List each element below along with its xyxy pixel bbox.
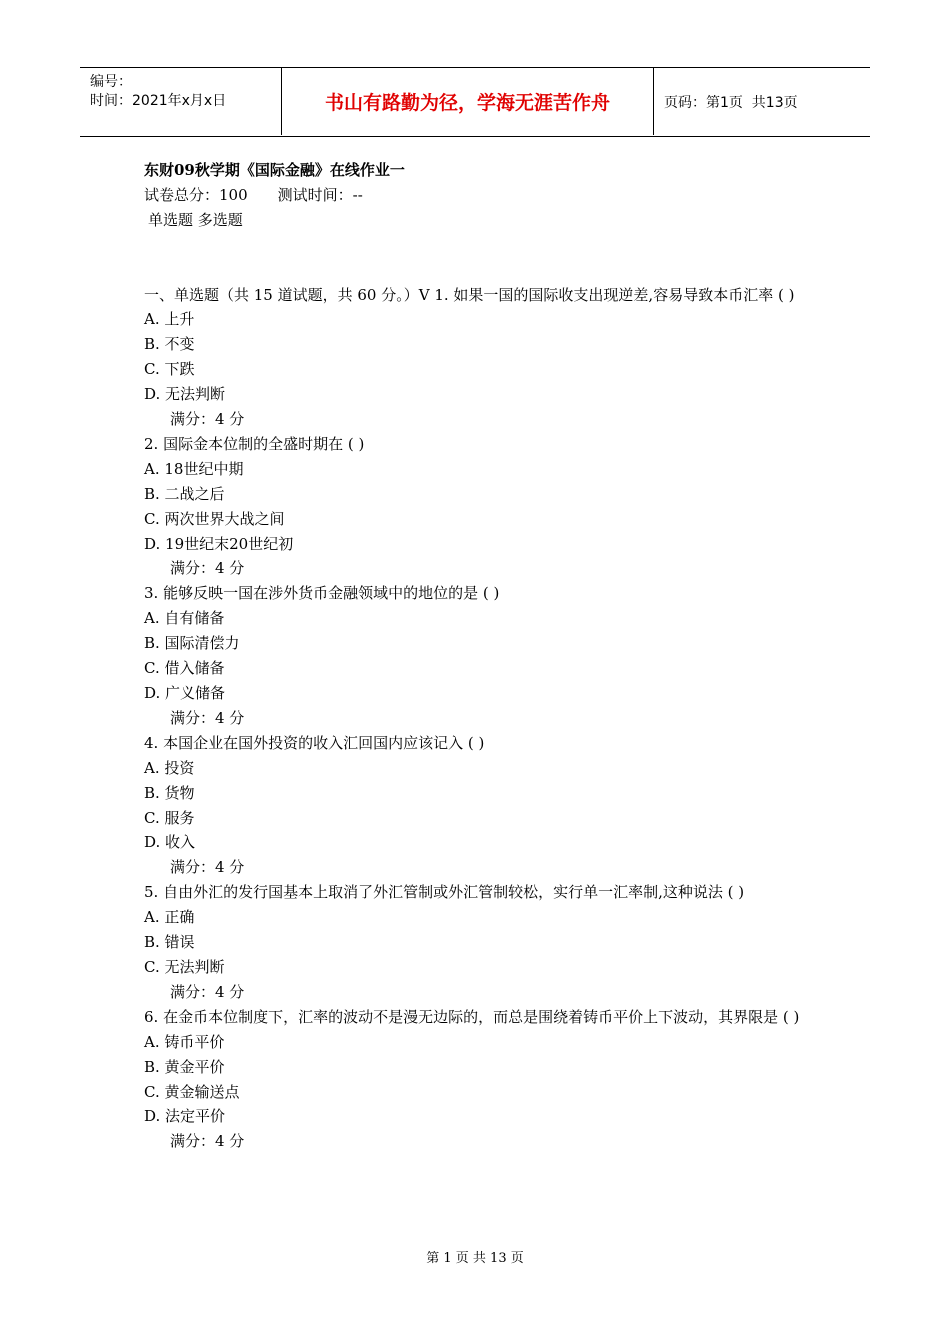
option: C. 下跌 <box>144 360 195 379</box>
option: C. 借入储备 <box>144 659 225 678</box>
section-intro: 一、单选题（共 15 道试题，共 60 分。）V 1. 如果一国的国际收支出现逆差,容易导致本币汇率 ( ) <box>144 285 795 304</box>
total-score: 试卷总分：100 <box>144 185 248 204</box>
option: A. 投资 <box>144 758 195 777</box>
header-motto: 书山有路勤为径，学海无涯苦作舟 <box>281 68 654 135</box>
question-block <box>144 432 812 581</box>
question-text: 5. 自由外汇的发行国基本上取消了外汇管制或外汇管制较松，实行单一汇率制,这种说法 ( ) <box>144 883 745 902</box>
question-text: 4. 本国企业在国外投资的收入汇回国内应该记入 ( ) <box>144 733 485 752</box>
option: A. 上升 <box>144 310 195 329</box>
question-score: 满分：4 分 <box>170 559 245 578</box>
option: D. 收入 <box>144 833 196 852</box>
option: B. 黄金平价 <box>144 1057 225 1076</box>
question-text: 6. 在金币本位制度下，汇率的波动不是漫无边际的，而总是围绕着铸币平价上下波动，其界限是 ( ) <box>144 1007 800 1026</box>
question-block <box>144 731 812 880</box>
option: C. 黄金输送点 <box>144 1082 240 1101</box>
question-score: 满分：4 分 <box>170 858 245 877</box>
time-label: 时间：2021年x月x日 <box>90 93 227 109</box>
option: B. 国际清偿力 <box>144 634 240 653</box>
option: D. 无法判断 <box>144 385 226 404</box>
option: D. 法定平价 <box>144 1107 226 1126</box>
question-block <box>144 1005 812 1154</box>
question-types: 单选题 多选题 <box>148 210 243 229</box>
question-score: 满分：4 分 <box>170 982 245 1001</box>
question-block <box>144 307 812 432</box>
option: B. 货物 <box>144 783 195 802</box>
code-label: 编号： <box>90 74 132 90</box>
question-text: 2. 国际金本位制的全盛时期在 ( ) <box>144 434 365 453</box>
option: C. 两次世界大战之间 <box>144 509 285 528</box>
option: D. 19世纪末20世纪初 <box>144 534 294 553</box>
question-text: 3. 能够反映一国在涉外货币金融领域中的地位的是 ( ) <box>144 584 500 603</box>
document-header <box>80 67 870 137</box>
test-time: 测试时间：-- <box>277 185 363 204</box>
header-info-cell <box>80 68 281 135</box>
question-score: 满分：4 分 <box>170 1132 245 1151</box>
option: A. 自有储备 <box>144 609 225 628</box>
option: C. 服务 <box>144 808 195 827</box>
option: B. 错误 <box>144 933 195 952</box>
option: B. 二战之后 <box>144 484 225 503</box>
option: A. 正确 <box>144 908 195 927</box>
option: B. 不变 <box>144 335 195 354</box>
header-page-info: 页码：第1页 共13页 <box>664 94 798 111</box>
question-score: 满分：4 分 <box>170 708 245 727</box>
question-block <box>144 581 812 730</box>
question-score: 满分：4 分 <box>170 410 245 429</box>
option: A. 铸币平价 <box>144 1032 225 1051</box>
document-title: 东财09秋学期《国际金融》在线作业一 <box>144 161 405 179</box>
exam-meta <box>144 183 812 208</box>
question-block <box>144 880 812 1005</box>
option: C. 无法判断 <box>144 957 225 976</box>
page-footer: 第 1 页 共 13 页 <box>426 1251 524 1266</box>
option: A. 18世纪中期 <box>144 459 244 478</box>
document-body <box>144 158 812 1154</box>
option: D. 广义储备 <box>144 684 226 703</box>
